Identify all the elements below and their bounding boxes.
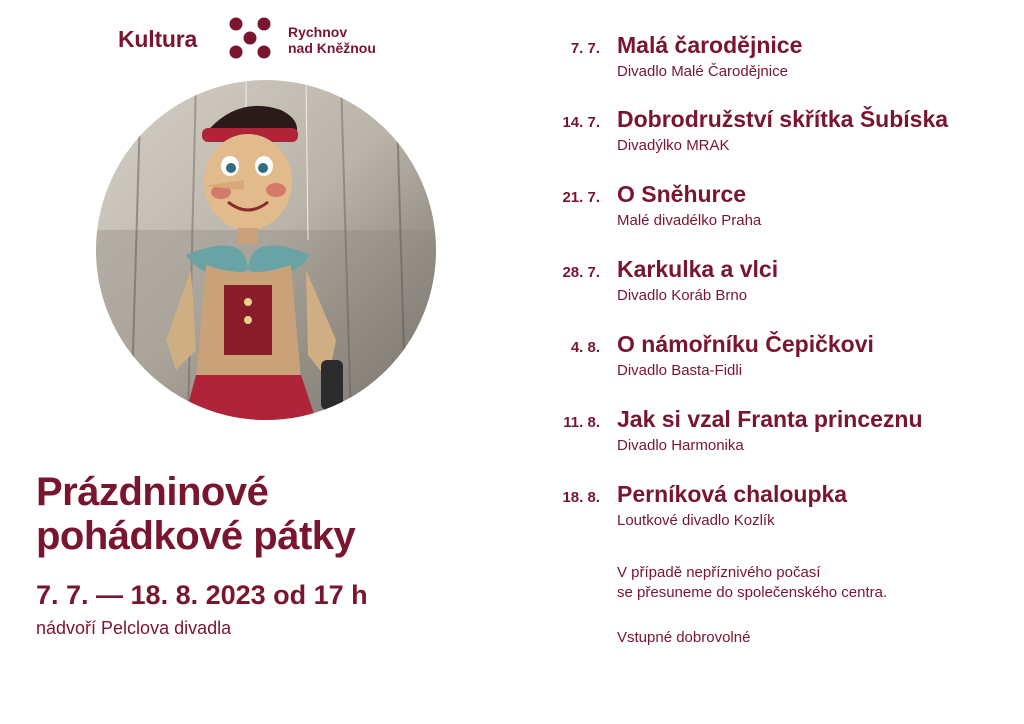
dots-logo-icon bbox=[228, 16, 272, 60]
event-title: Malá čarodějnice bbox=[617, 32, 803, 58]
event-date: 18. 8. bbox=[562, 489, 600, 506]
event-item bbox=[540, 256, 1010, 316]
pinocchio-puppet-illustration bbox=[96, 80, 436, 420]
weather-note bbox=[617, 563, 887, 603]
event-item bbox=[540, 406, 1010, 466]
event-date: 14. 7. bbox=[562, 114, 600, 131]
event-title: O námořníku Čepičkovi bbox=[617, 331, 874, 357]
event-item bbox=[540, 481, 1010, 541]
event-theatre: Divadlo Koráb Brno bbox=[617, 287, 748, 304]
event-title: Perníková chaloupka bbox=[617, 481, 848, 507]
event-item bbox=[540, 181, 1010, 241]
weather-note-line-2: se přesuneme do společenského centra. bbox=[617, 584, 888, 601]
event-title: Jak si vzal Franta princeznu bbox=[617, 406, 923, 432]
event-date: 4. 8. bbox=[570, 339, 600, 356]
event-theatre: Malé divadélko Praha bbox=[617, 212, 762, 229]
event-theatre: Divadlo Harmonika bbox=[617, 437, 744, 454]
event-theatre: Divadlo Malé Čarodějnice bbox=[617, 63, 788, 80]
event-item bbox=[540, 32, 1010, 92]
title-line-1: Prázdninové bbox=[36, 470, 269, 514]
page-title bbox=[36, 470, 355, 558]
festival-venue: nádvoří Pelclova divadla bbox=[36, 618, 232, 638]
event-date: 21. 7. bbox=[562, 189, 600, 206]
event-theatre: Divadýlko MRAK bbox=[617, 137, 730, 154]
event-title: Dobrodružství skřítka Šubíska bbox=[617, 106, 949, 132]
entry-fee-note: Vstupné dobrovolné bbox=[617, 629, 751, 646]
event-title: O Sněhurce bbox=[617, 181, 747, 207]
event-date: 11. 8. bbox=[563, 414, 600, 431]
town-line-2: nad Kněžnou bbox=[288, 40, 376, 56]
logo-wordmark: Kultura bbox=[118, 26, 198, 52]
weather-note-line-1: V případě nepříznivého počasí bbox=[617, 564, 821, 581]
event-item bbox=[540, 331, 1010, 391]
title-line-2: pohádkové pátky bbox=[36, 514, 356, 558]
pinocchio-puppet-photo bbox=[96, 80, 436, 420]
event-title: Karkulka a vlci bbox=[617, 256, 779, 282]
town-line-1: Rychnov bbox=[288, 24, 348, 40]
logo-town-name bbox=[288, 24, 376, 56]
event-theatre: Loutkové divadlo Kozlík bbox=[617, 512, 775, 529]
event-date: 28. 7. bbox=[562, 264, 600, 281]
event-item bbox=[540, 106, 1010, 166]
festival-dates: 7. 7. — 18. 8. 2023 od 17 h bbox=[36, 580, 368, 610]
event-theatre: Divadlo Basta-Fidli bbox=[617, 362, 743, 379]
event-date: 7. 7. bbox=[570, 40, 600, 57]
